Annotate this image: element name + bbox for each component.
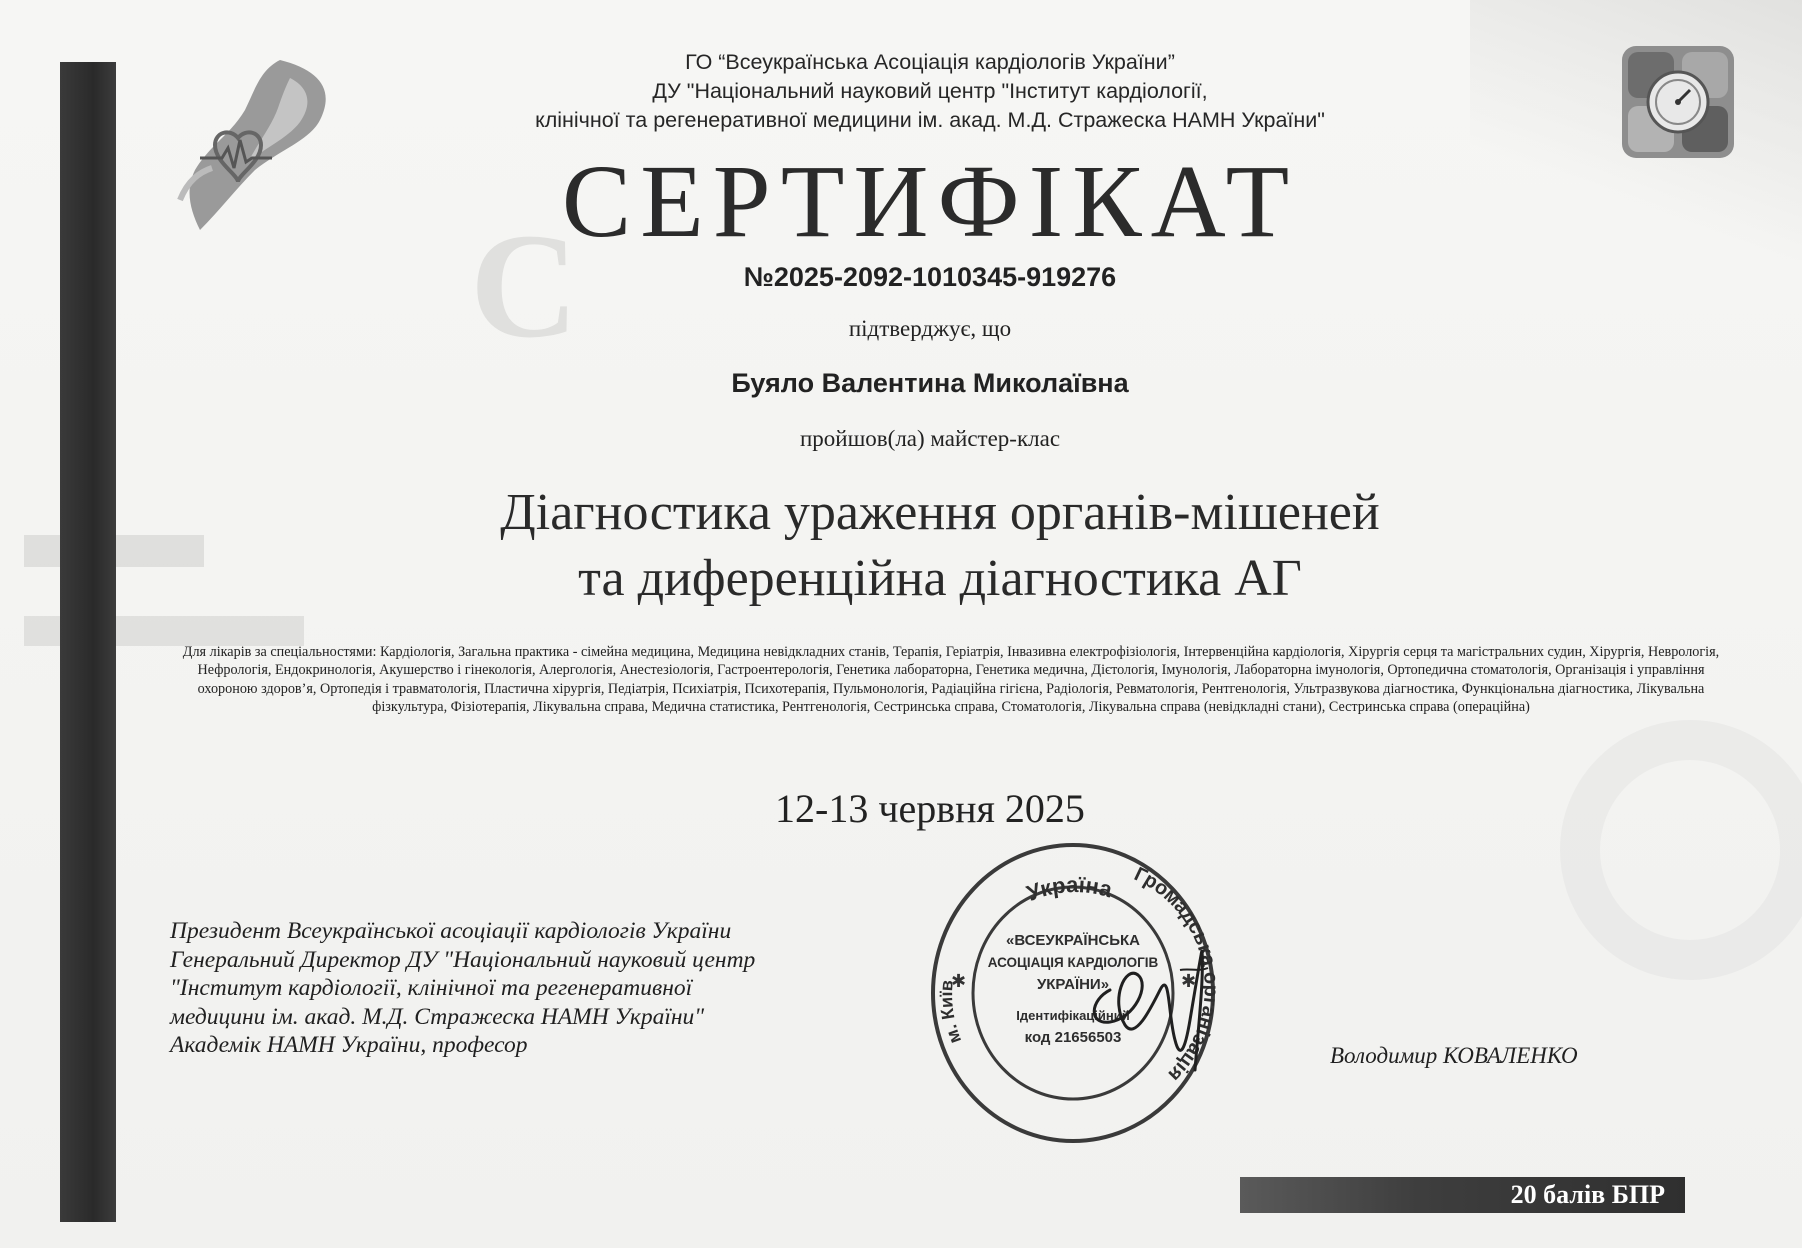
specialties-list: Для лікарів за спеціальностями: Кардіологія, Загальна практика - сімейна медицина, Медицина невідкладних станів, Терапія, Геріатрія, Інвазивна електрофізіологія, Інтервенційна кардіологія, Хірургія серця та магістральних судин, Хірургія, Неврологія, Нефрологія, Ендокринологія, Акушерство і гінекологія, Алергологія, Анестезіологія, Гастроентерологія, Генетика лабораторна, Генетика медична, Дієтологія, Імунологія, Лабораторна імунологія, Ортопедична стоматологія, Організація і управління охороною здоров’я, Ортопедія і травматологія, Пластична хірургія, Педіатрія, Психіатрія, Психотерапія, Пульмонологія, Радіаційна гігієна, Радіологія, Ревматологія, Рентгенологія, Ультразвукова діагностика, Функціональна діагностика, Лікувальна фізкультура, Фізіотерапія, Лікувальна справа, Медична статистика, Рентгенологія, Сестринська справа, Стоматологія, Лікувальна справа (невідкладні стани), Сестринська справа (операційна) bbox=[182, 644, 1720, 716]
signer-name: Володимир КОВАЛЕНКО bbox=[1330, 1043, 1578, 1068]
passed-text: пройшов(ла) майстер-клас bbox=[799, 426, 1061, 451]
stamp-star-icon: ✱ bbox=[1181, 971, 1197, 991]
stamp-center-text: Ідентифікаційний bbox=[1016, 1008, 1130, 1023]
certificate-number: №2025-2092-1010345-919276 bbox=[743, 262, 1117, 292]
issuer-header bbox=[380, 48, 1480, 135]
course-title-line: та диференційна діагностика АГ bbox=[578, 550, 1302, 607]
heart-logo-icon bbox=[160, 50, 340, 240]
signer-position bbox=[170, 917, 970, 1060]
certificate-title: СЕРТИФІКАТ bbox=[561, 144, 1299, 259]
stamp-center-text: УКРАЇНИ» bbox=[1036, 976, 1110, 993]
stamp-center-text: код 21656503 bbox=[1024, 1029, 1122, 1046]
issuer-line: клінічної та регенеративної медицини ім. акад. М.Д. Стражеска НАМН України" bbox=[535, 108, 1325, 132]
course-title-line: Діагностика ураження органів-мішеней bbox=[500, 484, 1380, 541]
signer-line: медицини ім. акад. М.Д. Стражеска НАМН України" bbox=[170, 1003, 705, 1030]
signer-line: "Інститут кардіології, клінічної та регенеративної bbox=[170, 975, 693, 1001]
left-decorative-bar bbox=[60, 62, 116, 1222]
stamp-center-text: «ВСЕУКРАЇНСЬКА bbox=[1005, 932, 1141, 949]
handwritten-signature bbox=[1080, 930, 1290, 1080]
watermark-circle bbox=[1560, 720, 1802, 980]
event-date: 12-13 червня 2025 bbox=[775, 786, 1085, 831]
signer-line: Генеральний Директор ДУ "Національний науковий центр bbox=[170, 946, 756, 973]
svg-text:Україна bbox=[1023, 872, 1115, 906]
watermark-bleed: С bbox=[470, 203, 589, 369]
course-title bbox=[240, 480, 1640, 612]
issuer-line: ГО “Всеукраїнська Асоціація кардіологів України” bbox=[685, 50, 1175, 74]
stamp-star-icon: ✱ bbox=[951, 971, 967, 991]
cpd-points-badge: 20 балів БПР bbox=[1240, 1177, 1685, 1213]
issuer-line: ДУ "Національний науковий центр "Інститут кардіології, bbox=[652, 79, 1208, 103]
signer-line: Академік НАМН України, професор bbox=[170, 1032, 528, 1058]
confirms-text: підтверджує, що bbox=[848, 316, 1012, 341]
stamp-center-text: АСОЦІАЦІЯ КАРДІОЛОГІВ bbox=[987, 955, 1159, 970]
stamp-top-text: Україна bbox=[1023, 871, 1115, 906]
stamp-right-text: Громадська організація bbox=[1130, 863, 1222, 1086]
stamp-left-text: м. Київ bbox=[936, 979, 966, 1047]
signer-line: Президент Всеукраїнської асоціації кардіологів України bbox=[170, 918, 732, 944]
association-emblem-icon bbox=[1618, 42, 1738, 162]
recipient-name: Буяло Валентина Миколаївна bbox=[731, 368, 1129, 398]
